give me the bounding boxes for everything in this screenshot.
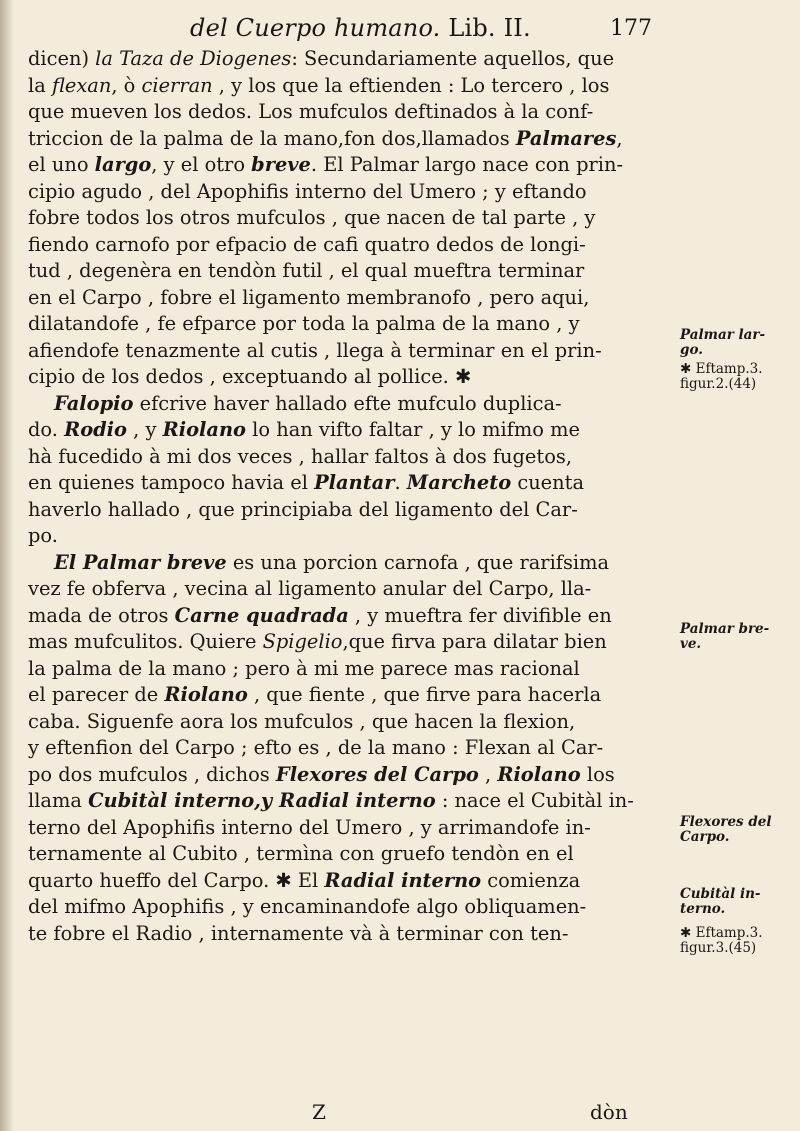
text-line: vez fe obferva , vecina al ligamento anular del Carpo, lla- <box>28 577 592 600</box>
page-header <box>0 14 800 44</box>
text-line: po dos mufculos , dichos Flexores del Carpo , Riolano los <box>28 762 615 786</box>
text-line: fobre todos los otros mufculos , que nacen de tal parte , y <box>28 206 596 229</box>
text-line: la palma de la mano ; pero à mi me parece mas racional <box>28 656 580 680</box>
text-line: ternamente al Cubito , termìna con gruefo tendòn en el <box>28 842 574 865</box>
text-line: caba. Siguenfe aora los mufculos , que hacen la flexion, <box>28 709 576 733</box>
note-reference: ✱ Eftamp.3. figur.2.(44) <box>680 361 763 392</box>
text-line: dilatandofe , fe efparce por toda la palma de la mano , y <box>28 312 580 335</box>
text-line: la flexan, ò cierran , y los que la eftienden : Lo tercero , los <box>28 73 610 97</box>
text-line: dicen) la Taza de Diogenes: Secundariamente aquellos, que <box>28 47 615 70</box>
text-line: cipio agudo , del Apophifis interno del Umero ; y eftando <box>28 179 587 203</box>
text-line: y eftenfion del Carpo ; efto es , de la mano : Flexan al Car- <box>28 736 604 759</box>
note-flexores: Flexores del Carpo. <box>680 814 772 845</box>
text-line: haverlo hallado , que principiaba del ligamento del Car- <box>28 497 578 521</box>
text-line: te fobre el Radio , internamente và à terminar con ten- <box>28 921 569 945</box>
text-line: mas mufculitos. Quiere Spigelio,que firva para dilatar bien <box>28 630 607 653</box>
text-line: en quienes tampoco havia el Plantar. Marcheto cuenta <box>28 471 585 494</box>
note-palmar-largo: Palmar lar- go. <box>680 327 766 358</box>
book-number: Lib. II. <box>448 14 531 42</box>
note-cubital: Cubitàl in- terno. <box>680 886 761 917</box>
page-number: 177 <box>610 16 652 41</box>
running-head-title: del Cuerpo humano. <box>190 14 441 42</box>
text-line: hà fucedido à mi dos veces , hallar faltos à dos fugetos, <box>28 444 572 468</box>
page-footer <box>0 1100 800 1126</box>
text-line: fiendo carnofo por efpacio de cafi quatro dedos de longi- <box>28 232 586 256</box>
gutter-shadow <box>0 0 14 1131</box>
text-line: cipio de los dedos , exceptuando al pollice. ✱ <box>28 365 472 388</box>
text-line: del mifmo Apophifis , y encaminandofe algo obliquamen- <box>28 895 587 918</box>
text-line: afiendofe tenazmente al cutis , llega à terminar en el prin- <box>28 338 602 362</box>
text-line: en el Carpo , fobre el ligamento membranofo , pero aqui, <box>28 285 590 309</box>
signature-mark: Z <box>312 1100 326 1124</box>
text-line: mada de otros Carne quadrada , y mueftra fer divifible en <box>28 603 612 627</box>
text-line: quarto hueffo del Carpo. ✱ El Radial interno comienza <box>28 868 581 892</box>
body-text <box>28 46 674 947</box>
text-line: que mueven los dedos. Los mufculos deftinados à la conf- <box>28 100 594 123</box>
text-line: terno del Apophifis interno del Umero , y arrimandofe in- <box>28 815 591 839</box>
text-line: do. Rodio , y Riolano lo han vifto faltar , y lo mifmo me <box>28 418 580 441</box>
text-line: tud , degenèra en tendòn futil , el qual mueftra terminar <box>28 259 585 282</box>
text-line: Falopio efcrive haver hallado efte mufculo duplica- <box>54 391 562 415</box>
text-line: el uno largo, y el otro breve. El Palmar largo nace con prin- <box>28 153 623 176</box>
text-line: po. <box>28 524 58 547</box>
text-line: el parecer de Riolano , que fiente , que firve para hacerla <box>28 683 602 706</box>
text-line: El Palmar breve es una porcion carnofa , que rarifsima <box>54 550 610 574</box>
text-line: llama Cubitàl interno,y Radial interno : nace el Cubitàl in- <box>28 789 634 812</box>
catchword: dòn <box>590 1100 628 1124</box>
running-head <box>190 14 531 42</box>
text-line: triccion de la palma de la mano,fon dos,llamados Palmares, <box>28 126 623 150</box>
note-reference: ✱ Eftamp.3. figur.3.(45) <box>680 925 763 956</box>
note-palmar-breve: Palmar bre- ve. <box>680 621 770 652</box>
